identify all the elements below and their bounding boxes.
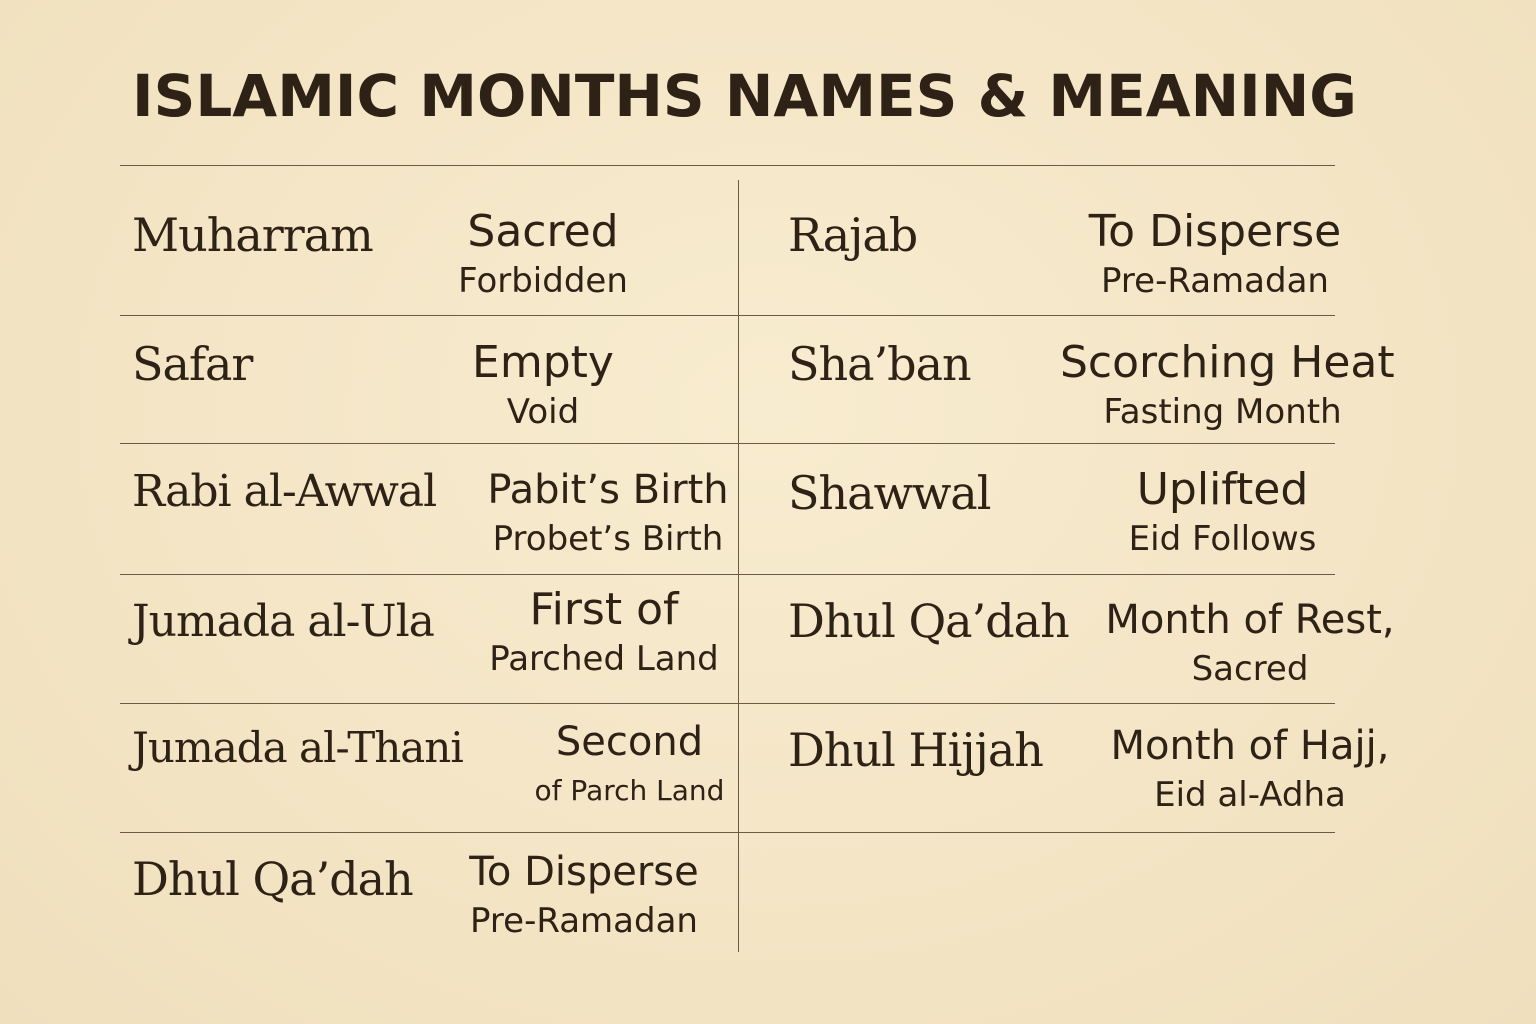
meaning-sub: Eid Follows xyxy=(1128,519,1317,559)
month-name: Muharram xyxy=(132,208,373,262)
month-meaning xyxy=(1060,337,1395,435)
meaning-sub: Fasting Month xyxy=(1103,392,1342,432)
month-meaning xyxy=(532,716,727,814)
month-name: Jumada al-Thani xyxy=(132,723,463,772)
meaning-sub: Forbidden xyxy=(458,261,628,301)
month-meaning xyxy=(443,337,643,435)
meaning-main: Sacred xyxy=(467,206,619,257)
row-divider xyxy=(120,703,1335,704)
meaning-sub: Parched Land xyxy=(489,639,719,679)
month-name: Shawwal xyxy=(788,466,991,520)
meaning-main: Second xyxy=(555,719,704,765)
meaning-main: Empty xyxy=(472,337,614,388)
row-divider xyxy=(120,443,1335,444)
month-meaning xyxy=(1110,464,1335,562)
meaning-sub: Pre-Ramadan xyxy=(470,901,698,941)
meaning-main: Scorching Heat xyxy=(1060,337,1395,388)
meaning-main: To Disperse xyxy=(1088,206,1342,257)
meaning-main: Month of Rest, xyxy=(1105,597,1395,643)
month-name: Rajab xyxy=(788,208,918,262)
month-meaning xyxy=(1100,720,1400,818)
meaning-sub: Sacred xyxy=(1191,649,1309,689)
month-name: Dhul Qa’dah xyxy=(788,594,1069,648)
month-name: Jumada al-Ula xyxy=(132,596,434,647)
title-divider xyxy=(120,165,1335,166)
month-meaning xyxy=(1100,594,1400,692)
row-divider xyxy=(120,574,1335,575)
meaning-sub: Probet’s Birth xyxy=(492,519,724,559)
month-meaning xyxy=(458,846,710,944)
row-divider xyxy=(120,315,1335,316)
meaning-main: Pabit’s Birth xyxy=(487,467,729,513)
month-name: Rabi al-Awwal xyxy=(132,466,437,517)
column-divider xyxy=(738,180,739,952)
meaning-sub: of Parch Land xyxy=(534,774,725,807)
meaning-main: To Disperse xyxy=(469,849,699,895)
month-name: Dhul Qa’dah xyxy=(132,852,413,906)
meaning-sub: Pre-Ramadan xyxy=(1101,261,1329,301)
meaning-main: Month of Hajj, xyxy=(1110,723,1390,769)
month-name: Sha’ban xyxy=(788,337,971,391)
month-meaning xyxy=(443,206,643,304)
month-meaning xyxy=(1075,206,1355,304)
meaning-sub: Void xyxy=(506,392,580,432)
month-name: Dhul Hijjah xyxy=(788,723,1043,777)
month-meaning xyxy=(478,464,738,562)
page-title: ISLAMIC MONTHS NAMES & MEANING xyxy=(132,62,1357,130)
month-meaning xyxy=(480,584,728,682)
meaning-main: First of xyxy=(529,584,679,635)
month-name: Safar xyxy=(132,337,253,391)
meaning-main: Uplifted xyxy=(1136,464,1309,515)
row-divider xyxy=(120,832,1335,833)
meaning-sub: Eid al-Adha xyxy=(1154,775,1346,815)
